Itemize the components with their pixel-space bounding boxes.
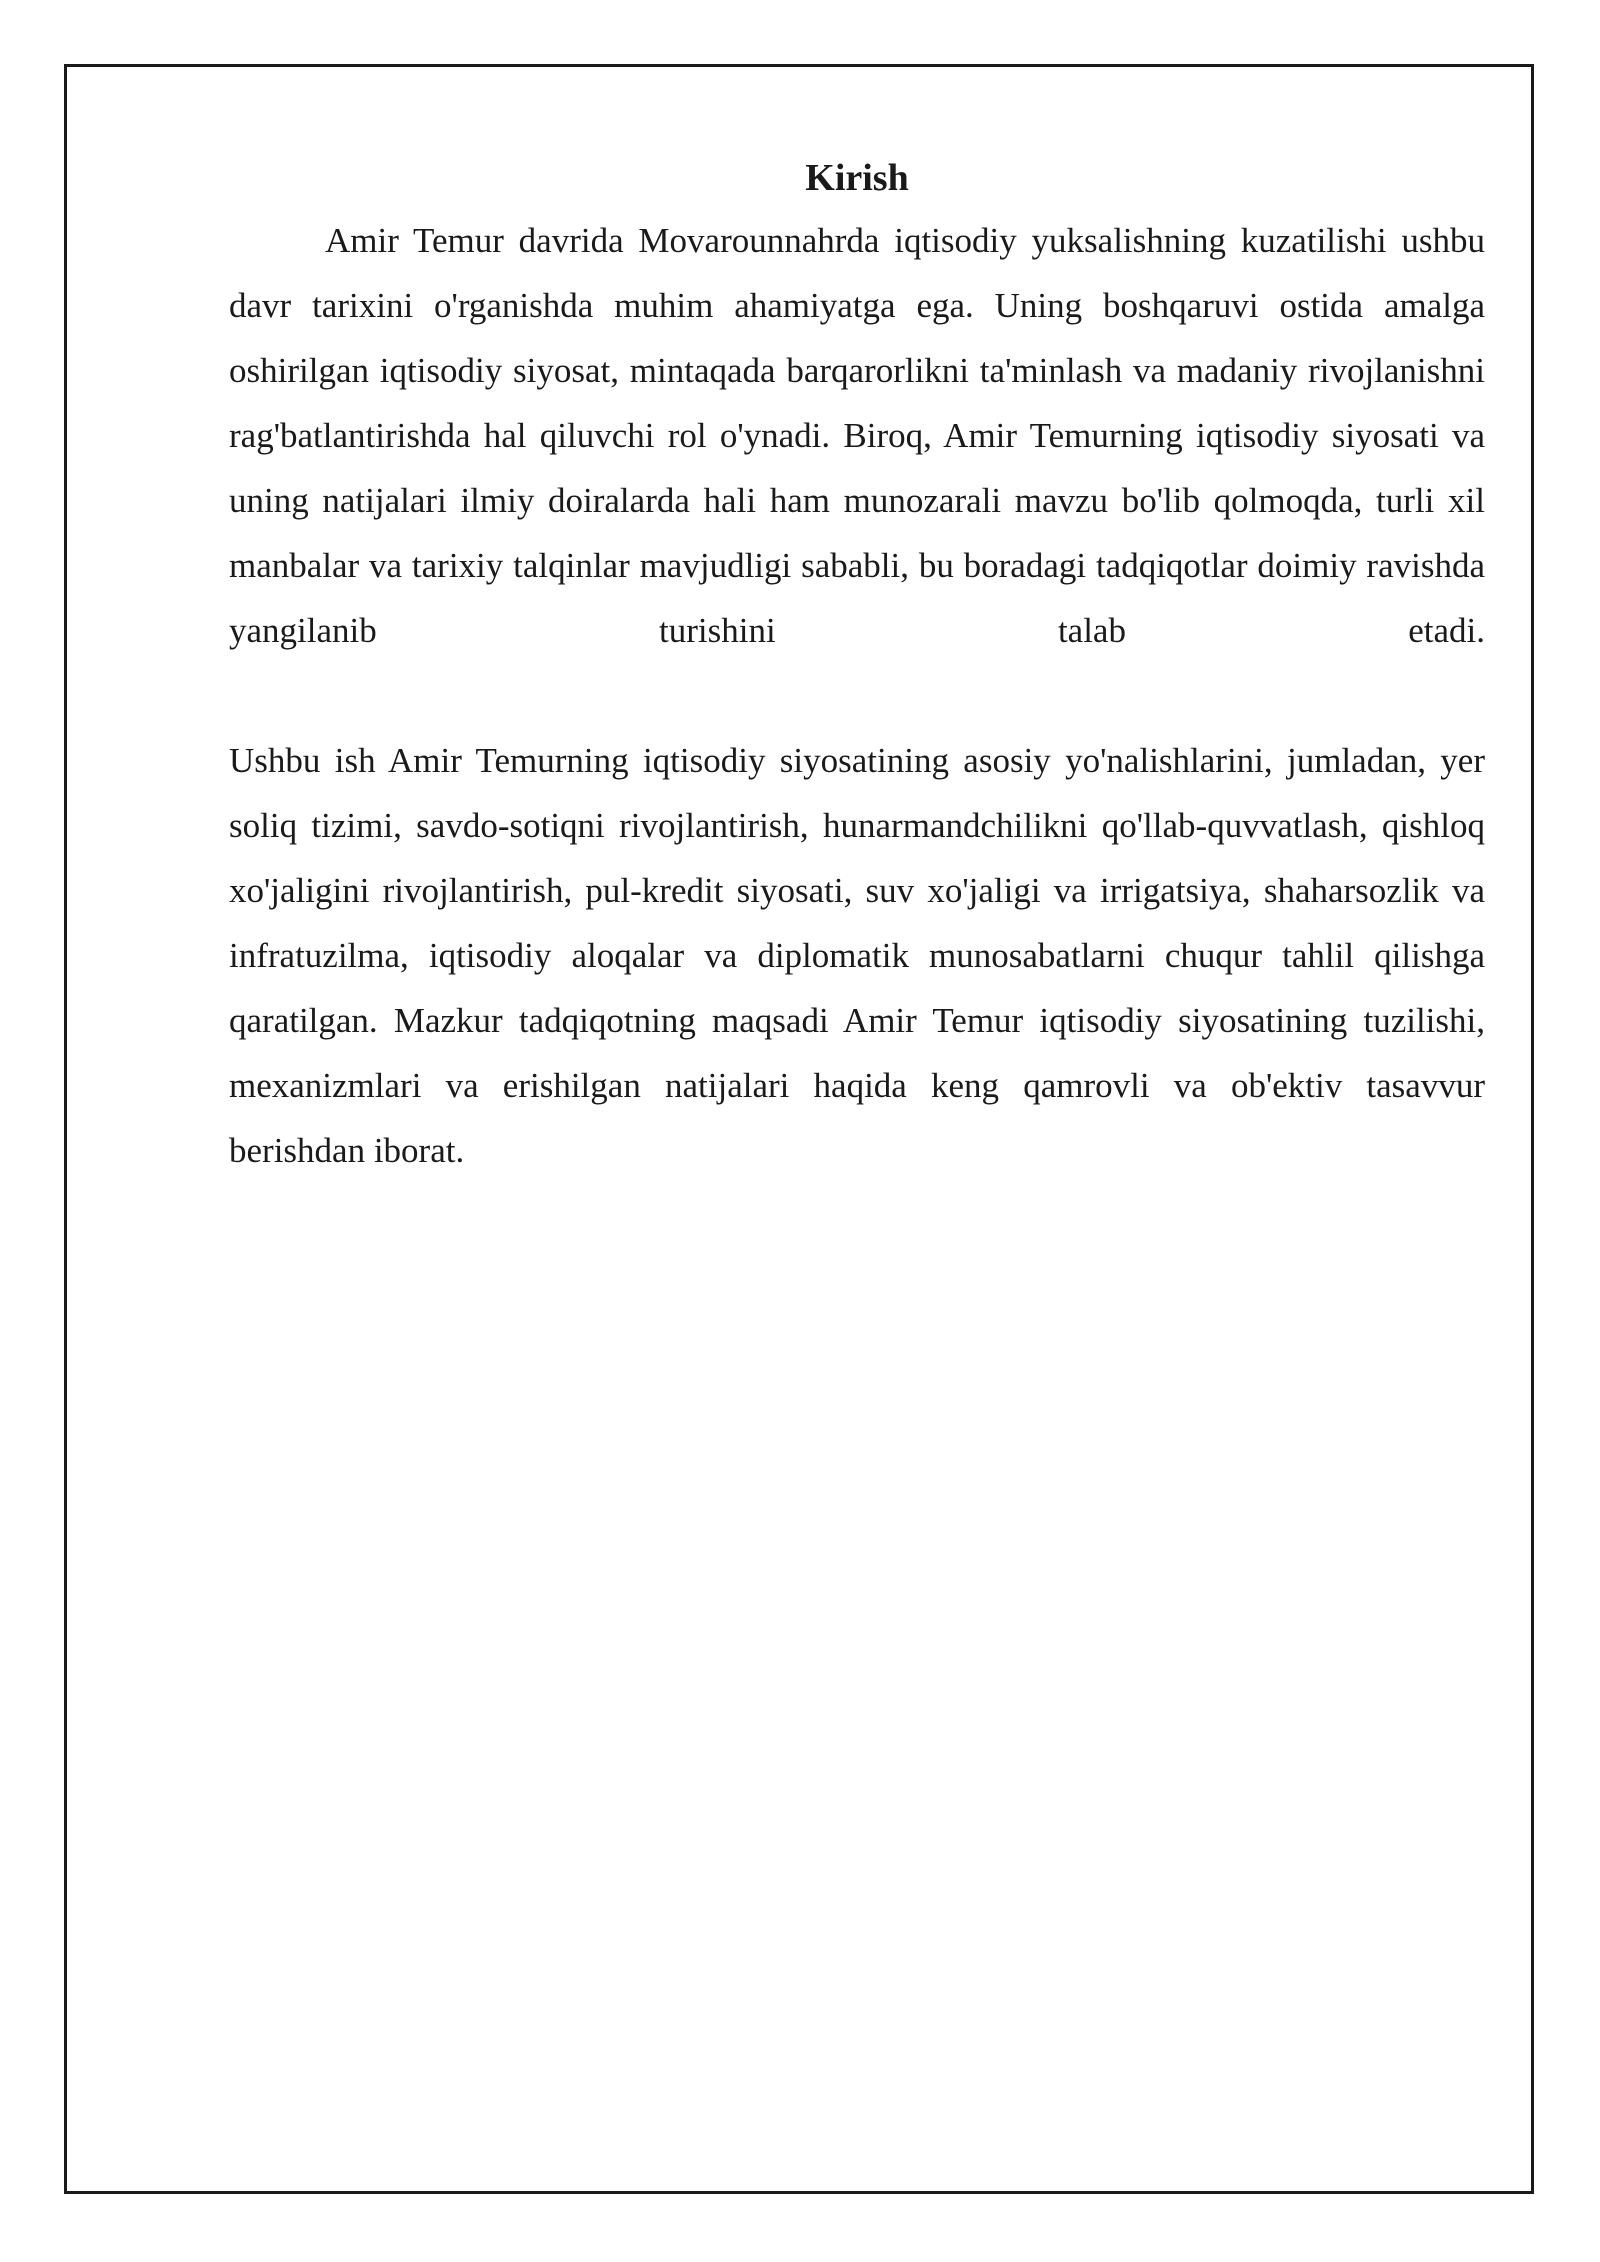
paragraph-scope: Ushbu ish Amir Temurning iqtisodiy siyosatining asosiy yo'nalishlarini, jumladan, yer soliq tizimi, savdo-sotiqni rivojlantirish, hunarmandchilikni qo'llab-quvvatlash, qishloq xo'jaligini rivojlantirish, pul-kredit siyosati, suv xo'jaligi va irrigatsiya, shaharsozlik va infratuzilma, iqtisodiy aloqalar va diplomatik munosabatlarni chuqur tahlil qilishga qaratilgan. Mazkur tadqiqotning maqsadi Amir Temur iqtisodiy siyosatining tuzilishi, mexanizmlari va erishilgan natijalari haqida keng qamrovli va ob'ektiv tasavvur berishdan iborat. [229,741,1485,1170]
paragraph-intro: Amir Temur davrida Movarounnahrda iqtisodiy yuksalishning kuzatilishi ushbu davr tarixini o'rganishda muhim ahamiyatga ega. Uning boshqaruvi ostida amalga oshirilgan iqtisodiy siyosat, mintaqada barqarorlikni ta'minlash va madaniy rivojlanishni rag'batlantirishda hal qiluvchi rol o'ynadi. Biroq, Amir Temurning iqtisodiy siyosati va uning natijalari ilmiy doiralarda hali ham munozarali mavzu bo'lib qolmoqda, turli xil manbalar va tarixiy talqinlar mavjudligi sababli, bu boradagi tadqiqotlar doimiy ravishda yangilanib turishini talab etadi. [229,221,1485,650]
document-body [229,148,1485,1183]
paragraph-spacer [229,663,1485,728]
document-title: Kirish [805,157,909,199]
